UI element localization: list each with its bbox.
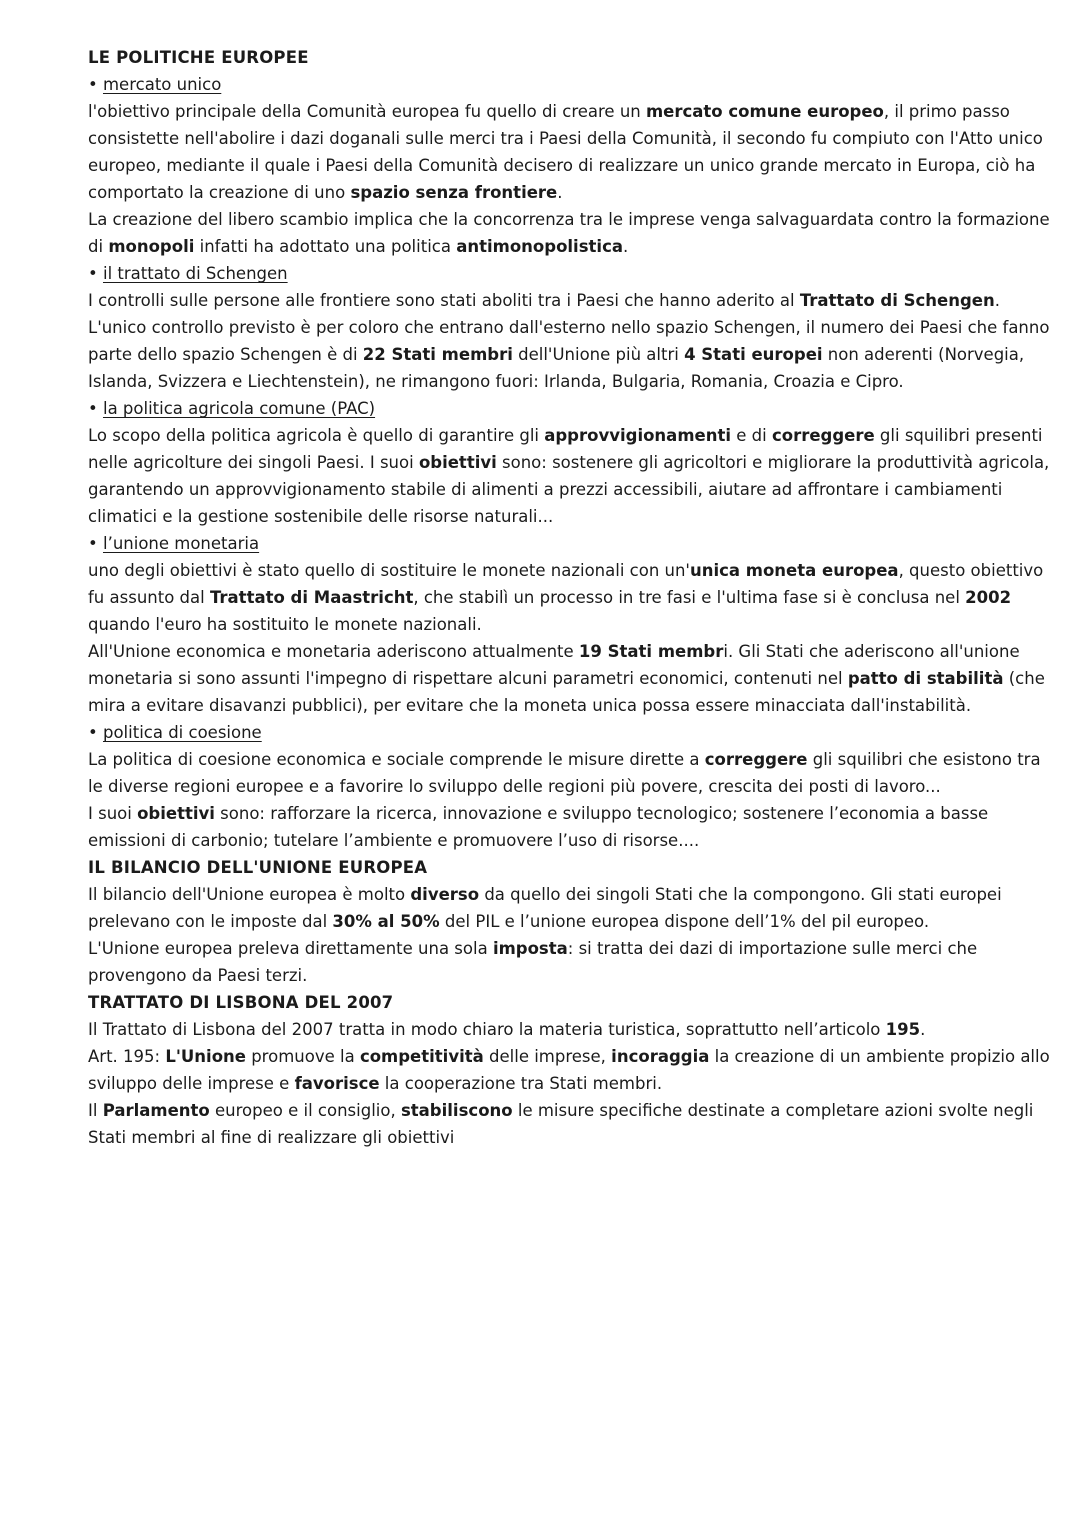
- text-run: La politica di coesione economica e sociale comprende le misure dirette a: [88, 750, 705, 769]
- text-run: la creazione di un ambiente propizio allo sviluppo delle imprese e: [88, 1047, 1050, 1093]
- text-run: Il: [88, 1101, 103, 1120]
- text-run: la politica agricola comune (PAC): [102, 399, 376, 418]
- text-run: Trattato di Schengen: [799, 291, 995, 310]
- text-run: (che mira a evitare disavanzi pubblici), per evitare che la moneta unica possa essere minacciata dall'instabilità.: [88, 669, 1045, 715]
- section-heading: [88, 44, 1052, 71]
- paragraph: [88, 422, 1052, 530]
- text-run: i. Gli Stati che aderiscono all'unione monetaria si sono assunti l'impegno di rispettare alcuni parametri economici, contenuti nel: [88, 642, 1020, 688]
- text-run: .: [557, 183, 563, 202]
- bullet-icon: •: [88, 75, 103, 94]
- text-run: : si tratta dei dazi di importazione sulle merci che provengono da Paesi terzi.: [88, 939, 978, 985]
- text-run: gli squilibri che esistono tra le diverse regioni europee e a favorire lo sviluppo delle regioni più povere, crescita dei posti di lavoro...: [88, 750, 1041, 796]
- text-run: stabiliscono: [400, 1101, 513, 1120]
- text-run: Trattato di Maastricht: [209, 588, 414, 607]
- text-run: TRATTATO DI LISBONA DEL 2007: [88, 993, 394, 1012]
- text-run: europeo e il consiglio,: [209, 1101, 401, 1120]
- text-run: IL BILANCIO DELL'UNIONE EUROPEA: [88, 858, 428, 877]
- text-run: correggere: [704, 750, 808, 769]
- text-run: la cooperazione tra Stati membri.: [379, 1074, 663, 1093]
- text-run: competitività: [359, 1047, 484, 1066]
- text-run: . L'unico controllo previsto è per coloro che entrano dall'esterno nello spazio Schengen, il numero dei Paesi che fanno parte dello spazio Schengen è di: [88, 291, 1050, 364]
- text-run: correggere: [771, 426, 875, 445]
- text-run: il trattato di Schengen: [102, 264, 288, 283]
- paragraph: [88, 1043, 1052, 1097]
- text-run: Il Trattato di Lisbona del 2007 tratta in modo chiaro la materia turistica, soprattutto nell’articolo: [88, 1020, 886, 1039]
- text-run: delle imprese,: [483, 1047, 612, 1066]
- text-run: sono: sostenere gli agricoltori e migliorare la produttività agricola, garantendo un approvvigionamento stabile di alimenti a prezzi accessibili, aiutare ad affrontare i cambiamenti climatici e la gestione sostenibile delle risorse naturali...: [88, 453, 1050, 526]
- text-run: Parlamento: [102, 1101, 210, 1120]
- text-run: quando l'euro ha sostituito le monete nazionali.: [88, 615, 482, 634]
- text-run: l'obiettivo principale della Comunità europea fu quello di creare un: [88, 102, 646, 121]
- text-run: 2002: [965, 588, 1012, 607]
- text-run: monopoli: [108, 237, 195, 256]
- text-run: , che stabilì un processo in tre fasi e l'ultima fase si è conclusa nel: [413, 588, 966, 607]
- text-run: 195: [885, 1020, 921, 1039]
- section-heading: [88, 989, 1052, 1016]
- text-run: gli squilibri presenti nelle agricolture dei singoli Paesi. I suoi: [88, 426, 1043, 472]
- paragraph: [88, 287, 1052, 395]
- text-run: 30% al 50%: [332, 912, 440, 931]
- text-run: La creazione del libero scambio implica che la concorrenza tra le imprese venga salvaguardata contro la formazione di: [88, 210, 1050, 256]
- text-run: del PIL e l’unione europea dispone dell’1% del pil europeo.: [439, 912, 930, 931]
- text-run: da quello dei singoli Stati che la compongono. Gli stati europei prelevano con le imposte dal: [88, 885, 1002, 931]
- text-run: , il primo passo consistette nell'abolire i dazi doganali sulle merci tra i Paesi della Comunità, il secondo fu compiuto con l'Atto unico europeo, mediante il quale i Paesi della Comunità decisero di realizzare un unico grande mercato in Europa, ciò ha comportato la creazione di uno: [88, 102, 1043, 202]
- paragraph: [88, 881, 1052, 935]
- text-run: mercato comune europeo: [645, 102, 884, 121]
- paragraph: [88, 557, 1052, 638]
- text-run: , questo obiettivo fu assunto dal: [88, 561, 1044, 607]
- bullet-icon: •: [88, 534, 103, 553]
- paragraph: [88, 800, 1052, 854]
- paragraph: [88, 206, 1052, 260]
- text-run: LE POLITICHE EUROPEE: [88, 48, 309, 67]
- text-run: infatti ha adottato una politica: [194, 237, 457, 256]
- text-run: obiettivi: [137, 804, 215, 823]
- text-run: L'Unione europea preleva direttamente una sola: [88, 939, 493, 958]
- text-run: Lo scopo della politica agricola è quello di garantire gli: [88, 426, 545, 445]
- text-run: incoraggia: [611, 1047, 710, 1066]
- text-run: All'Unione economica e monetaria aderiscono attualmente: [88, 642, 579, 661]
- text-run: Art. 195:: [88, 1047, 166, 1066]
- text-run: 19 Stati membr: [578, 642, 724, 661]
- paragraph: [88, 1097, 1052, 1151]
- bullet-icon: •: [88, 723, 103, 742]
- text-run: uno degli obiettivi è stato quello di sostituire le monete nazionali con un': [88, 561, 690, 580]
- text-run: politica di coesione: [102, 723, 262, 742]
- bullet-item: [88, 260, 1052, 287]
- text-run: patto di stabilità: [847, 669, 1004, 688]
- text-run: mercato unico: [102, 75, 222, 94]
- text-run: promuove la: [245, 1047, 360, 1066]
- text-run: le misure specifiche destinate a completare azioni svolte negli Stati membri al fine di realizzare gli obiettivi: [88, 1101, 1034, 1147]
- text-run: I suoi: [88, 804, 138, 823]
- bullet-item: [88, 71, 1052, 98]
- text-run: .: [623, 237, 629, 256]
- text-run: spazio senza frontiere: [350, 183, 558, 202]
- text-run: L'Unione: [165, 1047, 246, 1066]
- section-heading: [88, 854, 1052, 881]
- bullet-item: [88, 395, 1052, 422]
- bullet-item: [88, 719, 1052, 746]
- text-run: .: [920, 1020, 926, 1039]
- text-run: approvvigionamenti: [544, 426, 731, 445]
- text-run: favorisce: [294, 1074, 380, 1093]
- text-run: diverso: [410, 885, 480, 904]
- text-run: antimonopolistica: [456, 237, 623, 256]
- paragraph: [88, 746, 1052, 800]
- text-run: obiettivi: [418, 453, 497, 472]
- bullet-icon: •: [88, 399, 103, 418]
- text-run: Il bilancio dell'Unione europea è molto: [88, 885, 411, 904]
- text-run: 22 Stati membri: [362, 345, 513, 364]
- bullet-icon: •: [88, 264, 103, 283]
- paragraph: [88, 935, 1052, 989]
- text-run: dell'Unione più altri: [512, 345, 685, 364]
- text-run: e di: [731, 426, 772, 445]
- text-run: I controlli sulle persone alle frontiere sono stati aboliti tra i Paesi che hanno aderito al: [88, 291, 800, 310]
- text-run: non aderenti (Norvegia, Islanda, Svizzera e Liechtenstein), ne rimangono fuori: Irlanda, Bulgaria, Romania, Croazia e Cipro.: [88, 345, 1025, 391]
- text-run: 4 Stati europei: [684, 345, 823, 364]
- bullet-item: [88, 530, 1052, 557]
- text-run: imposta: [492, 939, 568, 958]
- text-run: sono: rafforzare la ricerca, innovazione e sviluppo tecnologico; sostenere l’economia a basse emissioni di carbonio; tutelare l’ambiente e promuovere l’uso di risorse....: [88, 804, 989, 850]
- paragraph: [88, 98, 1052, 206]
- paragraph: [88, 1016, 1052, 1043]
- text-run: l’unione monetaria: [102, 534, 260, 553]
- text-run: unica moneta europea: [689, 561, 899, 580]
- paragraph: [88, 638, 1052, 719]
